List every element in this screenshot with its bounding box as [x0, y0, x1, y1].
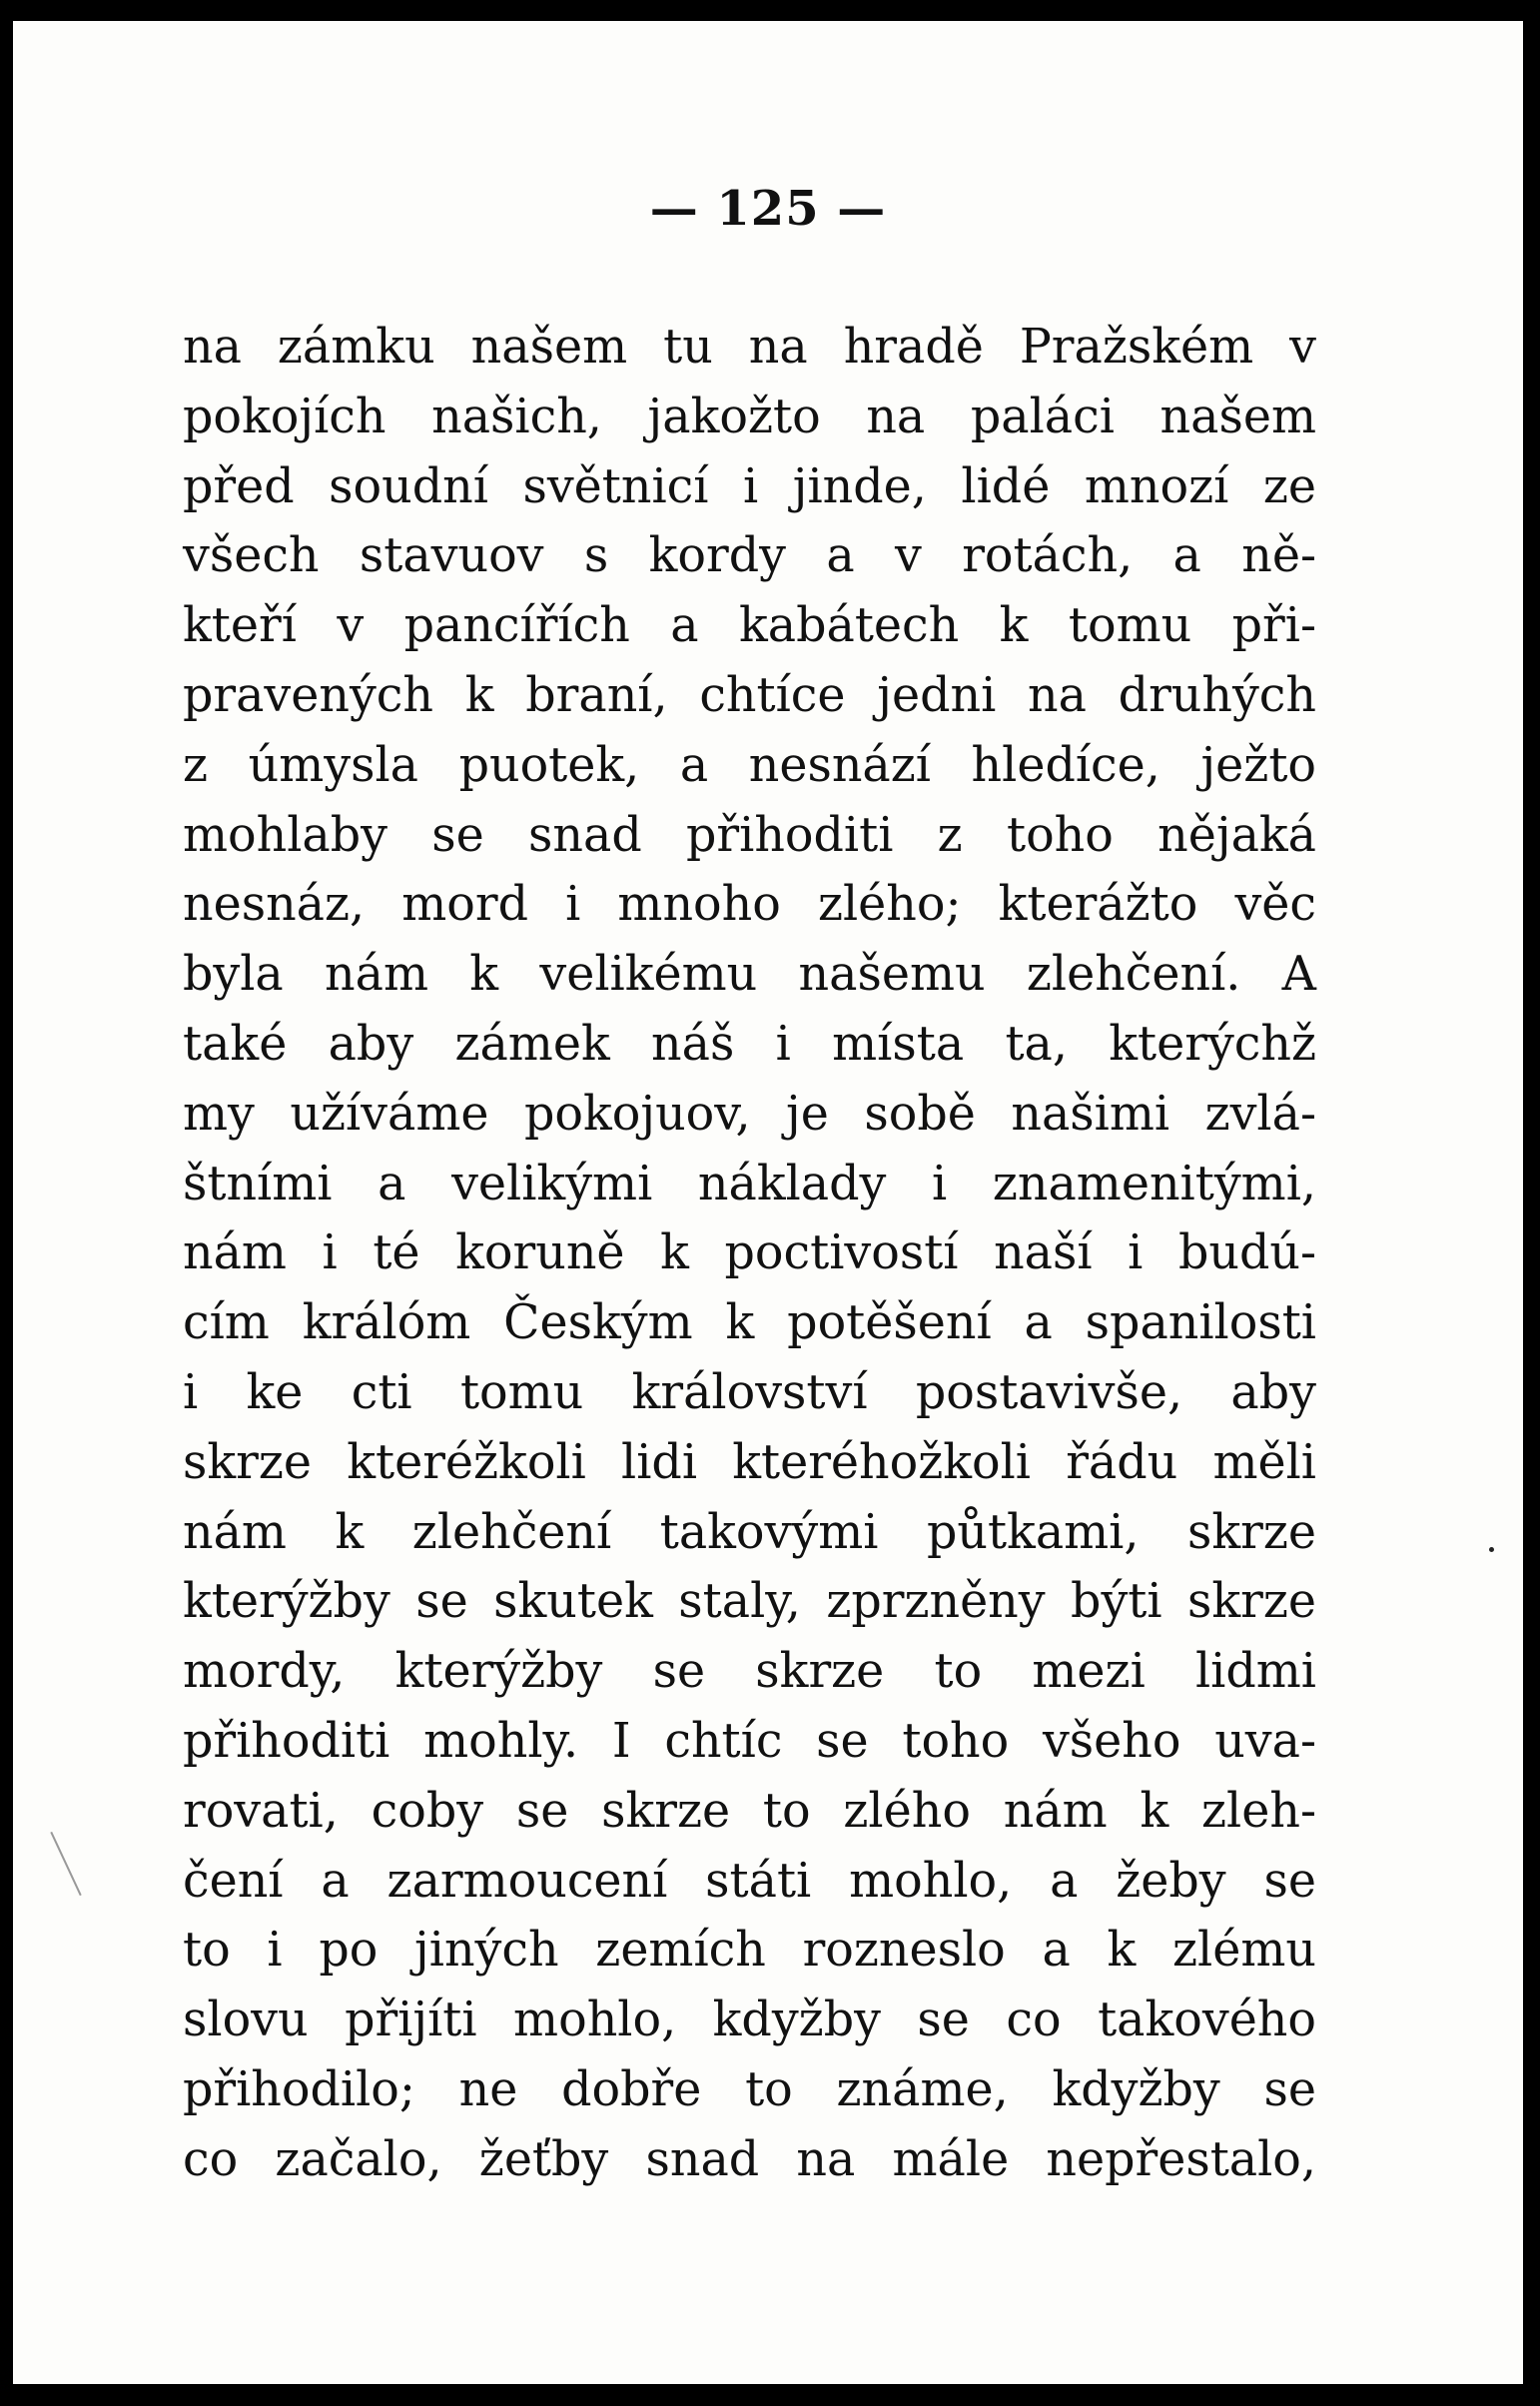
scan-edge-mark: [50, 1832, 81, 1896]
text-line: byla nám k velikému našemu zlehčení. A: [183, 947, 1316, 1003]
text-line: štními a velikými náklady i znamenitými,: [183, 1156, 1316, 1211]
text-line: přihodilo; ne dobře to známe, kdyžby se: [183, 2061, 1316, 2117]
text-line: pokojích našich, jakožto na paláci našem: [183, 389, 1316, 444]
text-line: kteří v pancířích a kabátech k tomu při-: [183, 598, 1316, 654]
text-line: také aby zámek náš i místa ta, kterýchž: [183, 1016, 1316, 1072]
text-line: všech stavuov s kordy a v rotách, a ně-: [183, 528, 1316, 584]
text-line: přihoditi mohly. I chtíc se toho všeho uva-: [183, 1713, 1316, 1769]
text-line: i ke cti tomu království postavivše, aby: [183, 1364, 1316, 1420]
text-line: nám k zlehčení takovými půtkami, skrze: [183, 1504, 1316, 1560]
text-line: slovu přijíti mohlo, kdyžby se co takového: [183, 1993, 1316, 2048]
text-line: pravených k braní, chtíce jedni na druhých: [183, 667, 1316, 723]
page-number: — 125 —: [649, 181, 887, 237]
text-line: my užíváme pokojuov, je sobě našimi zvlá-: [183, 1086, 1316, 1142]
text-line: to i po jiných zemích rozneslo a k zlému: [183, 1923, 1316, 1979]
text-line: z úmysla puotek, a nesnází hledíce, ježto: [183, 737, 1316, 793]
text-line: kterýžby se skutek staly, zprzněny býti skrze: [183, 1574, 1316, 1630]
book-page: [10, 18, 1526, 2387]
text-line: nám i té koruně k poctivostí naší i budú-: [183, 1225, 1316, 1281]
text-line: mordy, kterýžby se skrze to mezi lidmi: [183, 1644, 1316, 1700]
text-line: co začalo, žeťby snad na mále nepřestalo,: [183, 2131, 1316, 2187]
page-body-text: [183, 313, 1316, 2195]
scan-speck: [1489, 1547, 1494, 1552]
text-line: čení a zarmoucení státi mohlo, a žeby se: [183, 1853, 1316, 1909]
text-line: mohlaby se snad přihoditi z toho nějaká: [183, 807, 1316, 863]
text-line: cím králóm Českým k potěšení a spanilosti: [183, 1295, 1316, 1351]
text-line: skrze kteréžkoli lidi kteréhožkoli řádu měli: [183, 1434, 1316, 1490]
text-line: na zámku našem tu na hradě Pražském v: [183, 320, 1316, 375]
text-line: rovati, coby se skrze to zlého nám k zleh-: [183, 1783, 1316, 1839]
text-line: nesnáz, mord i mnoho zlého; kterážto věc: [183, 877, 1316, 933]
text-line: před soudní světnicí i jinde, lidé mnozí ze: [183, 458, 1316, 514]
